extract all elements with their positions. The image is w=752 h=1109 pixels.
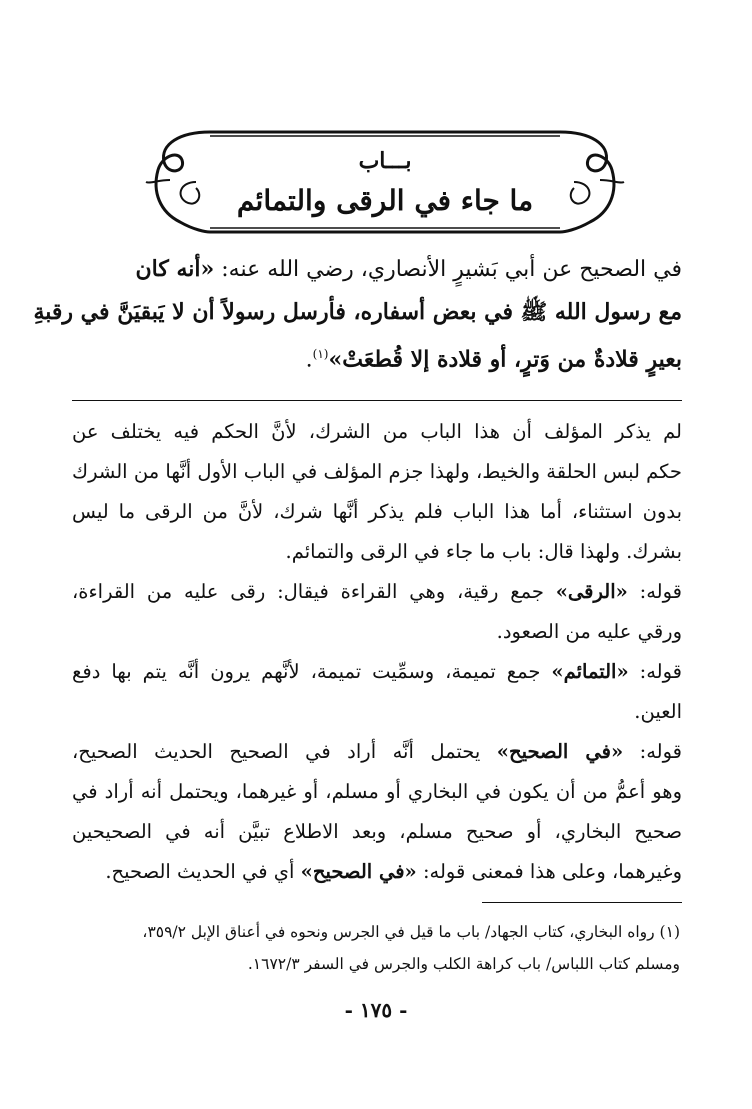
page-number: - ١٧٥ -: [344, 998, 408, 1022]
hadith-quote-end: بعيرٍ قلادةٌ من وَترٍ، أو قلادة إلا قُطعَتْ»: [328, 346, 682, 373]
commentary-line: حكم لبس الحلقة والخيط، ولهذا جزم المؤلف في الباب الأول أنَّها من الشرك: [72, 460, 682, 483]
commentary-lead: قوله:: [628, 660, 682, 683]
commentary-text: أي في الحديث الصحيح.: [105, 860, 301, 883]
commentary-line: [72, 852, 682, 892]
commentary-line: [72, 732, 682, 772]
commentary-line: لم يذكر المؤلف أن هذا الباب من الشرك، لأنَّ الحكم فيه يختلف عن: [72, 420, 682, 443]
commentary-term: «التمائم»: [551, 660, 629, 683]
commentary-line: ورقي عليه من الصعود.: [496, 620, 682, 643]
commentary-term: «في الصحيح»: [496, 740, 624, 763]
commentary-text: يحتمل أنَّه أراد في الصحيح الحديث الصحيح،: [72, 740, 497, 763]
footnote-divider: [482, 902, 682, 903]
commentary: [72, 412, 682, 892]
hadith-text: [33, 248, 682, 381]
ornament-frame-icon: [140, 122, 630, 242]
commentary-line: وهو أعمُّ من أن يكون في البخاري أو مسلم، أو غيرهما، ويحتمل أنه أراد في: [72, 780, 682, 803]
commentary-lead: قوله:: [627, 580, 682, 603]
chapter-title-frame: [140, 122, 630, 242]
commentary-line: [72, 572, 682, 612]
commentary-line: العين.: [634, 700, 682, 723]
chapter-title: ما جاء في الرقى والتمائم: [236, 184, 534, 217]
commentary-term: «في الصحيح»: [300, 860, 417, 883]
hadith-line: مع رسول الله ﷺ في بعض أسفاره، فأرسل رسولاً أن لا يَبقيَنَّ في رقبةِ: [33, 299, 682, 325]
hadith-quote-start: «أنه كان: [135, 256, 215, 282]
commentary-line: [72, 652, 682, 692]
commentary-term: «الرقى»: [555, 580, 628, 603]
commentary-line: بشرك. ولهذا قال: باب ما جاء في الرقى والتمائم.: [285, 540, 682, 563]
footnote-line: (١) رواه البخاري، كتاب الجهاد/ باب ما قيل في الجرس ونحوه في أعناق الإبل ٣٥٩/٢،: [142, 923, 680, 941]
commentary-text: وغيرهما، وعلى هذا فمعنى قوله:: [416, 860, 682, 883]
hadith-period: .: [305, 347, 313, 373]
footnote-marker[interactable]: (١): [312, 347, 329, 361]
commentary-text: جمع تميمة، وسمِّيت تميمة، لأنَّهم يرون أنَّه يتم بها دفع: [72, 660, 552, 683]
hadith-line: [72, 333, 682, 381]
chapter-label: بـــاب: [358, 148, 412, 174]
commentary-line: بدون استثناء، أما هذا الباب فلم يذكر أنَّها شرك، لأنَّ من الرقى ما ليس: [72, 500, 682, 523]
commentary-lead: قوله:: [623, 740, 682, 763]
hadith-line: [72, 248, 682, 291]
footnote-line: ومسلم كتاب اللباس/ باب كراهة الكلب والجرس في السفر ١٦٧٢/٣.: [247, 955, 680, 973]
footnote: [62, 916, 680, 980]
commentary-line: صحيح البخاري، أو صحيح مسلم، وبعد الاطلاع تبيَّن أنه في الصحيحين: [72, 820, 682, 843]
commentary-text: جمع رقية، وهي القراءة فيقال: رقى عليه من القراءة،: [72, 580, 556, 603]
hadith-intro: في الصحيح عن أبي بَشيرٍ الأنصاري، رضي الله عنه:: [214, 257, 682, 282]
section-divider: [72, 400, 682, 401]
